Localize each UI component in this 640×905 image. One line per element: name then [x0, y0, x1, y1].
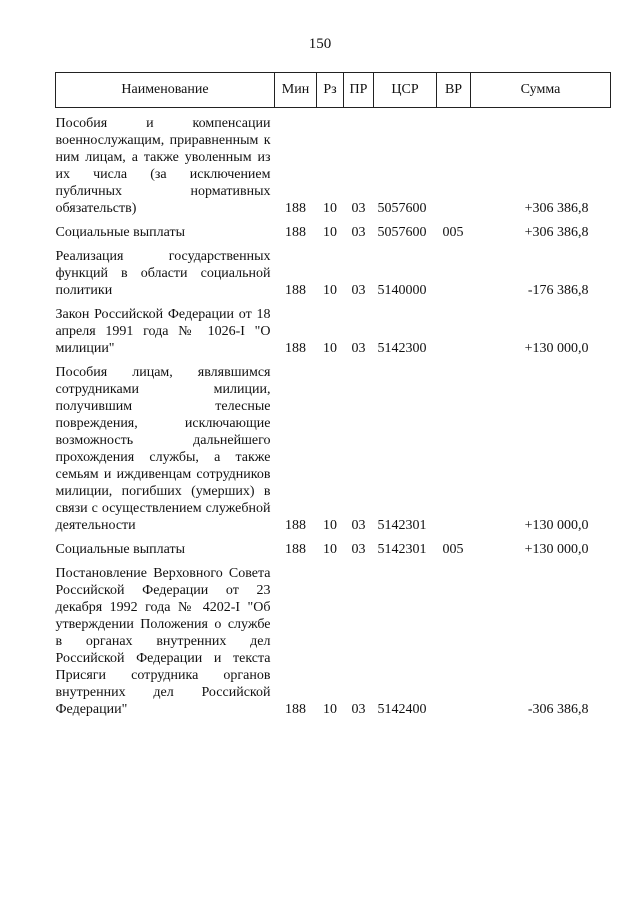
row-csr: 5057600	[377, 201, 427, 216]
table-row	[56, 541, 611, 558]
row-sum: -306 386,8	[527, 702, 589, 717]
column-header-rz: Рз	[317, 73, 344, 108]
row-rz: 10	[323, 542, 337, 557]
row-rz: 10	[323, 702, 337, 717]
row-min: 188	[285, 283, 306, 298]
row-vr: 005	[442, 542, 464, 557]
column-header-sum: Сумма	[471, 73, 611, 108]
table-row	[56, 115, 611, 217]
row-csr: 5142300	[377, 341, 427, 356]
row-rz: 10	[323, 201, 337, 216]
table-row	[56, 248, 611, 299]
row-sum: +130 000,0	[524, 542, 589, 557]
row-name: Пособия и компенсации военнослужащим, приравненным к ним лицам, а также уволенным из их числа (за исключением публичных нормативных обязательств)	[55, 116, 271, 216]
table-header	[56, 73, 611, 108]
row-vr	[437, 248, 471, 299]
row-csr: 5142301	[377, 518, 427, 533]
table-row	[56, 224, 611, 241]
row-vr	[437, 565, 471, 718]
row-min: 188	[285, 702, 306, 717]
row-csr: 5057600	[377, 225, 427, 240]
row-min: 188	[285, 225, 306, 240]
row-min: 188	[285, 518, 306, 533]
column-header-csr: ЦСР	[374, 73, 437, 108]
row-min: 188	[285, 542, 306, 557]
row-vr: 005	[442, 225, 464, 240]
column-header-min: Мин	[275, 73, 317, 108]
row-pr: 03	[351, 201, 366, 216]
table-row	[56, 565, 611, 718]
table-row	[56, 306, 611, 357]
row-name: Закон Российской Федерации от 18 апреля 1991 года № 1026-I "О милиции"	[55, 307, 271, 356]
row-name: Постановление Верховного Совета Российской Федерации от 23 декабря 1992 года № 4202-I "Об утверждении Положения о службе в органах внутренних дел Российской Федерации и текста Присяги сотрудника органов внутренних дел Российской Федерации"	[55, 566, 271, 717]
row-rz: 10	[323, 225, 337, 240]
row-pr: 03	[351, 341, 366, 356]
row-sum: +130 000,0	[524, 518, 589, 533]
row-rz: 10	[323, 518, 337, 533]
table-body	[56, 108, 611, 719]
row-pr: 03	[351, 225, 366, 240]
row-name: Социальные выплаты	[55, 542, 186, 557]
row-name: Пособия лицам, являвшимся сотрудниками милиции, получившим телесные повреждения, исключающие возможность дальнейшего прохождения службы, а также семьям и иждивенцам сотрудников милиции, погибших (умерших) в связи с осуществлением служебной деятельности	[55, 365, 271, 533]
column-header-name: Наименование	[56, 73, 275, 108]
row-csr: 5142400	[377, 702, 427, 717]
row-csr: 5140000	[377, 283, 427, 298]
row-name: Реализация государственных функций в области социальной политики	[55, 249, 271, 298]
page-number: 150	[308, 36, 332, 52]
column-header-pr: ПР	[344, 73, 374, 108]
row-pr: 03	[351, 518, 366, 533]
row-sum: +130 000,0	[524, 341, 589, 356]
row-rz: 10	[323, 341, 337, 356]
row-sum: -176 386,8	[527, 283, 589, 298]
row-rz: 10	[323, 283, 337, 298]
row-vr	[437, 364, 471, 534]
row-pr: 03	[351, 702, 366, 717]
row-csr: 5142301	[377, 542, 427, 557]
row-pr: 03	[351, 283, 366, 298]
row-pr: 03	[351, 542, 366, 557]
row-min: 188	[285, 341, 306, 356]
row-vr	[437, 115, 471, 217]
row-name: Социальные выплаты	[55, 225, 186, 240]
row-sum: +306 386,8	[524, 225, 589, 240]
column-header-vr: ВР	[437, 73, 471, 108]
budget-table	[55, 72, 611, 718]
row-min: 188	[285, 201, 306, 216]
row-sum: +306 386,8	[524, 201, 589, 216]
row-vr	[437, 306, 471, 357]
table-row	[56, 364, 611, 534]
